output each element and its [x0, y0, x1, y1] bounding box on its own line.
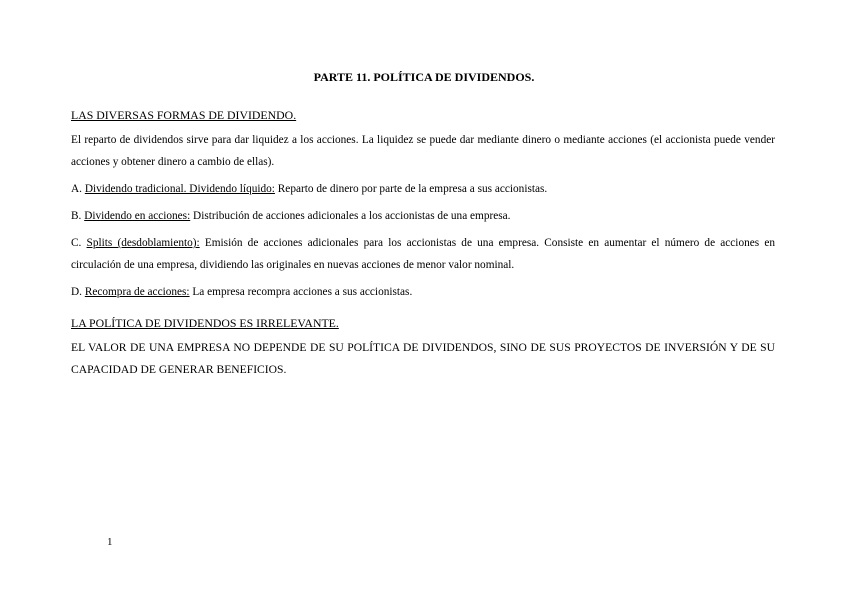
- dividend-item-d: [71, 281, 775, 303]
- item-text: La empresa recompra acciones a sus accionistas.: [189, 286, 413, 298]
- intro-paragraph: El reparto de dividendos sirve para dar liquidez a los acciones. La liquidez se puede dar mediante dinero o mediante acciones (el accionista puede vender acciones y obtener dinero a cambio de ellas).: [71, 134, 775, 168]
- item-prefix: A.: [71, 183, 85, 195]
- item-prefix: B.: [71, 210, 85, 222]
- page-number: 1: [107, 536, 113, 548]
- item-text: Reparto de dinero por parte de la empresa a sus accionistas.: [274, 183, 548, 195]
- section-heading-dividend-forms: LAS DIVERSAS FORMAS DE DIVIDENDO.: [71, 108, 297, 122]
- dividend-item-c: [71, 232, 775, 276]
- dividend-item-a: [71, 178, 775, 200]
- item-prefix: C.: [71, 237, 87, 249]
- item-term: Dividendo tradicional. Dividendo líquido:: [84, 183, 275, 195]
- item-term: Splits (desdoblamiento):: [86, 237, 200, 249]
- document-content: [71, 106, 775, 386]
- item-text: Emisión de acciones adicionales para los accionistas de una empresa. Consiste en aumentar el número de acciones en circulación de una empresa, dividiendo las originales en nuevas acciones de menor valor nominal.: [71, 237, 775, 271]
- document-title: PARTE 11. POLÍTICA DE DIVIDENDOS.: [313, 70, 535, 84]
- item-prefix: D.: [71, 286, 85, 298]
- irrelevance-statement: EL VALOR DE UNA EMPRESA NO DEPENDE DE SU POLÍTICA DE DIVIDENDOS, SINO DE SUS PROYECTOS DE INVERSIÓN Y DE SU CAPACIDAD DE GENERAR BENEFICIOS.: [71, 341, 775, 376]
- section-heading-irrelevance: LA POLÍTICA DE DIVIDENDOS ES IRRELEVANTE.: [71, 316, 339, 330]
- item-text: Distribución de acciones adicionales a los accionistas de una empresa.: [190, 210, 511, 222]
- item-term: Recompra de acciones:: [84, 286, 190, 298]
- item-term: Dividendo en acciones:: [84, 210, 191, 222]
- dividend-item-b: [71, 205, 775, 227]
